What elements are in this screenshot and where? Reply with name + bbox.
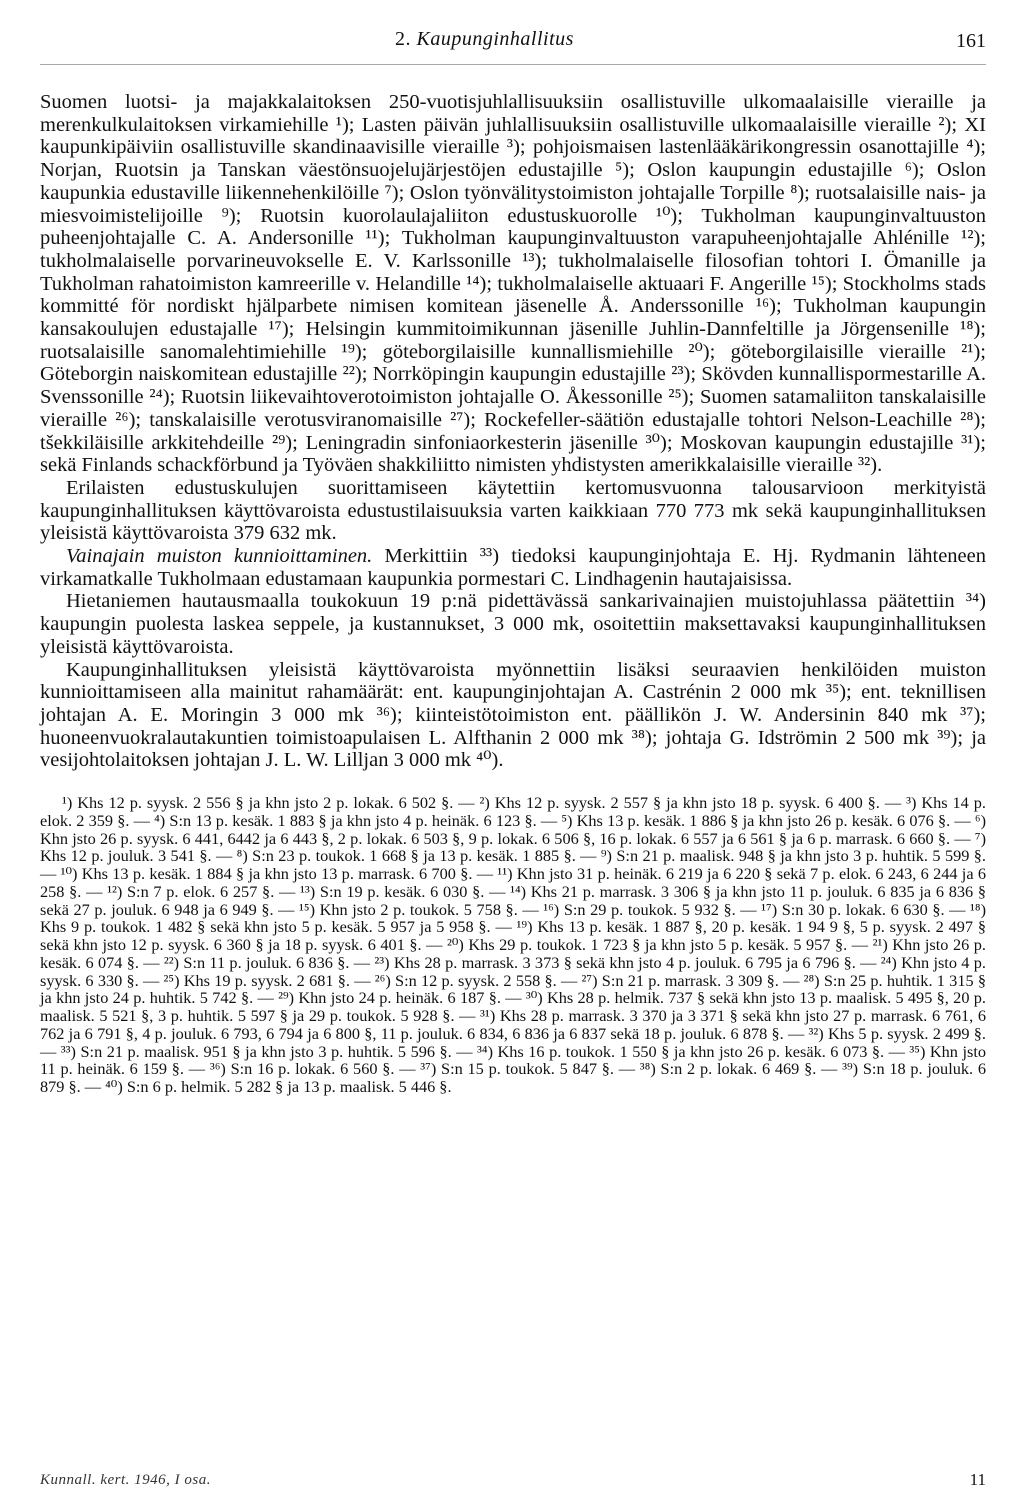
paragraph-memorial: [40, 545, 986, 590]
footer-signature-mark: 11: [969, 1470, 986, 1489]
footnotes: ¹) Khs 12 p. syysk. 2 556 § ja khn jsto 2 p. lokak. 6 502 §. — ²) Khs 12 p. syysk. 2 557 § ja khn jsto 18 p. syysk. 6 400 §. — ³) Khs 14 p. elok. 2 359 §. — ⁴) S:n 13 p. kesäk. 1 883 § ja khn jsto 4 p. heinäk. 6 123 §. — ⁵) Khs 13 p. kesäk. 1 886 § ja khn jsto 26 p. kesäk. 6 076 §. — ⁶) Khn jsto 26 p. syysk. 6 441, 6442 ja 6 443 §, 2 p. lokak. 6 503 §, 9 p. lokak. 6 506 §, 16 p. lokak. 6 557 ja 6 561 § ja 6 p. marrask. 6 660 §. — ⁷) Khs 12 p. jouluk. 3 541 §. — ⁸) S:n 23 p. toukok. 1 668 § ja 13 p. kesäk. 1 885 §. — ⁹) S:n 21 p. maalisk. 948 § ja khn jsto 3 p. huhtik. 5 599 §. — ¹⁰) Khs 13 p. kesäk. 1 884 § ja khn jsto 13 p. marrask. 6 700 §. — ¹¹) Khn jsto 31 p. heinäk. 6 219 ja 6 220 § sekä 7 p. elok. 6 243, 6 244 ja 6 258 §. — ¹²) S:n 7 p. elok. 6 257 §. — ¹³) S:n 19 p. kesäk. 6 030 §. — ¹⁴) Khs 21 p. marrask. 3 306 § ja khn jsto 11 p. jouluk. 6 835 ja 6 836 § sekä 27 p. jouluk. 6 948 ja 6 949 §. — ¹⁵) Khn jsto 2 p. toukok. 5 758 §. — ¹⁶) S:n 29 p. toukok. 5 932 §. — ¹⁷) S:n 30 p. lokak. 6 630 §. — ¹⁸) Khs 9 p. toukok. 1 482 § sekä khn jsto 5 p. kesäk. 5 957 ja 5 958 §. — ¹⁹) Khs 13 p. kesäk. 1 887 §, 20 p. kesäk. 1 94 9 §, 5 p. syysk. 2 497 § sekä khn jsto 12 p. syysk. 6 360 § ja 18 p. syysk. 6 401 §. — ²⁰) Khs 29 p. toukok. 1 723 § ja khn jsto 5 p. kesäk. 5 957 §. — ²¹) Khn jsto 26 p. kesäk. 6 074 §. — ²²) S:n 11 p. jouluk. 6 836 §. — ²³) Khs 28 p. marrask. 3 373 § sekä khn jsto 4 p. jouluk. 6 795 ja 6 796 §. — ²⁴) Khn jsto 4 p. syysk. 6 330 §. — ²⁵) Khs 19 p. syysk. 2 681 §. — ²⁶) S:n 12 p. syysk. 2 558 §. — ²⁷) S:n 21 p. marrask. 3 309 §. — ²⁸) S:n 25 p. huhtik. 1 315 § ja khn jsto 24 p. huhtik. 5 742 §. — ²⁹) Khn jsto 24 p. heinäk. 6 187 §. — ³⁰) Khs 28 p. helmik. 737 § sekä khn jsto 13 p. maalisk. 5 495 §, 20 p. maalisk. 5 521 §, 3 p. huhtik. 5 597 § ja 29 p. toukok. 5 928 §. — ³¹) Khs 28 p. marrask. 3 370 ja 3 371 § sekä khn jsto 27 p. marrask. 6 761, 6 762 ja 6 791 §, 4 p. jouluk. 6 793, 6 794 ja 6 800 §, 11 p. jouluk. 6 834, 6 836 ja 6 837 sekä 18 p. jouluk. 6 878 §. — ³²) Khs 5 p. syysk. 2 499 §. — ³³) S:n 21 p. maalisk. 951 § ja khn jsto 3 p. huhtik. 5 596 §. — ³⁴) Khs 16 p. toukok. 1 550 § ja khn jsto 26 p. kesäk. 6 073 §. — ³⁵) Khn jsto 11 p. heinäk. 6 159 §. — ³⁶) S:n 16 p. lokak. 6 560 §. — ³⁷) S:n 15 p. toukok. 5 847 §. — ³⁸) S:n 2 p. lokak. 6 469 §. — ³⁹) S:n 18 p. jouluk. 6 879 §. — ⁴⁰) S:n 6 p. helmik. 5 282 § ja 13 p. maalisk. 5 446 §.: [40, 793, 986, 1097]
running-head: [395, 28, 574, 51]
page-header: [40, 22, 986, 62]
header-rule: [40, 64, 986, 65]
memorial-rest: Rydmanin lähteneen virkamatkalle Tukholmaan edustamaan kaupunkia pormestari C. Lindhagenin hautajaisissa.: [40, 545, 987, 590]
paragraph-guests: Suomen luotsi- ja majakkalaitoksen 250-vuotisjuhlallisuuksiin osallistuville ulkomaalaisille vieraille ja merenkulkulaitoksen virkamiehille ¹); Lasten päivän juhlallisuuksiin osallistuville ulkomaalaisille vieraille ²); XI kaupunkipäiviin osallistuville skandinaavisille vieraille ³); pohjoismaisen lastenlääkärikongressin osanottajille ⁴); Norjan, Ruotsin ja Tanskan väestönsuojelujärjestöjen edustajille ⁵); Oslon kaupungin edustajille ⁶); Oslon kaupunkia edustaville liikennehenkilöille ⁷); Oslon työnvälitystoimiston johtajalle Torpille ⁸); ruotsalaisille nais- ja miesvoimistelijoille ⁹); Ruotsin kuorolaulajaliiton edustuskuorolle ¹⁰); Tukholman kaupunginvaltuuston puheenjohtajalle C. A. Andersonille ¹¹); Tukholman kaupunginvaltuuston varapuheenjohtajalle Ahlénille ¹²); tukholmalaiselle porvarineuvokselle E. V. Karlssonille ¹³); tukholmalaiselle filosofian tohtori I. Ömanille ja Tukholman rahatoimiston kamreerille v. Helandille ¹⁴); tukholmalaiselle aktuaari F. Angerille ¹⁵); Stockholms stads kommitté för nordiskt hjälparbete nimisen komitean jäsenelle Å. Anderssonille ¹⁶); Tukholman kaupungin kansakoulujen edustajalle ¹⁷); Helsingin kummitoimikunnan jäsenille Juhlin-Dannfeltille ja Jörgensenille ¹⁸); ruotsalaisille sanomalehtimiehille ¹⁹); göteborgilaisille kunnallismiehille ²⁰); göteborgilaisille vieraille ²¹); Göteborgin naiskomitean edustajille ²²); Norrköpingin kaupungin edustajille ²³); Skövden kunnallispormestarille A. Svenssonille ²⁴); Ruotsin liikevaihtoverotoimiston johtajalle O. Åkessonille ²⁵); Suomen satamaliiton tanskalaisille vieraille ²⁶); tanskalaisille verotusviranomaisille ²⁷); Rockefeller-säätiön edustajalle tohtori Nelson-Leachille ²⁸); tšekkiläisille arkkitehdeille ²⁹); Leningradin sinfoniaorkesterin jäsenille ³⁰); Moskovan kaupungin edustajille ³¹); sekä Finlands schackförbund ja Työväen shakkiliitto nimisten yhdistysten amerikkalaisille vieraille ³²).: [40, 91, 986, 477]
paragraph-wreath: Hietaniemen hautausmaalla toukokuun 19 p:nä pidettävässä sankarivainajien muistojuhlassa päätettiin ³⁴) kaupungin puolesta laskea seppele, ja kustannukset, 3 000 mk, osoitettiin maksettavaksi kaupunginhallituksen yleisistä käyttövaroista.: [40, 590, 986, 658]
page-number: 161: [956, 30, 986, 52]
document-page: [40, 22, 987, 1489]
paragraph-commemoration: Kaupunginhallituksen yleisistä käyttövaroista myönnettiin lisäksi seuraavien henkilöiden muiston kunnioittamiseen alla mainitut rahamäärät: ent. kaupunginjohtajan A. Castrénin 2 000 mk ³⁵); ent. teknillisen johtajan A. E. Moringin 3 000 mk ³⁶); kiinteistötoimiston ent. päällikön J. W. Andersinin 840 mk ³⁷); huoneenvuokralautakuntien toimistoapulaisen L. Alfthanin 2 000 mk ³⁸); johtaja G. Idströmin 2 500 mk ³⁹); ja vesijohtolaitoksen johtajan J. L. W. Lilljan 3 000 mk ⁴⁰).: [40, 658, 986, 772]
body-text: [40, 91, 986, 772]
footer-source: Kunnall. kert. 1946, I osa.: [40, 1472, 211, 1488]
chapter-title: Kaupunginhallitus: [416, 28, 574, 50]
chapter-number: 2.: [395, 28, 411, 50]
memorial-lead: Merkittiin ³³) tiedoksi kaupunginjohtaja E. Hj.: [384, 545, 799, 568]
paragraph-expenses: Erilaisten edustuskulujen suorittamiseen käytettiin kertomusvuonna talousarvioon merkityistä kaupunginhallituksen käyttövaroista edustustilaisuuksia varten kaikkiaan 770 773 mk sekä kaupunginhallituksen yleisistä käyttövaroista 379 632 mk.: [40, 476, 986, 545]
memorial-heading: Vainajain muiston kunnioittaminen.: [66, 545, 373, 568]
page-footer: [40, 1470, 986, 1494]
